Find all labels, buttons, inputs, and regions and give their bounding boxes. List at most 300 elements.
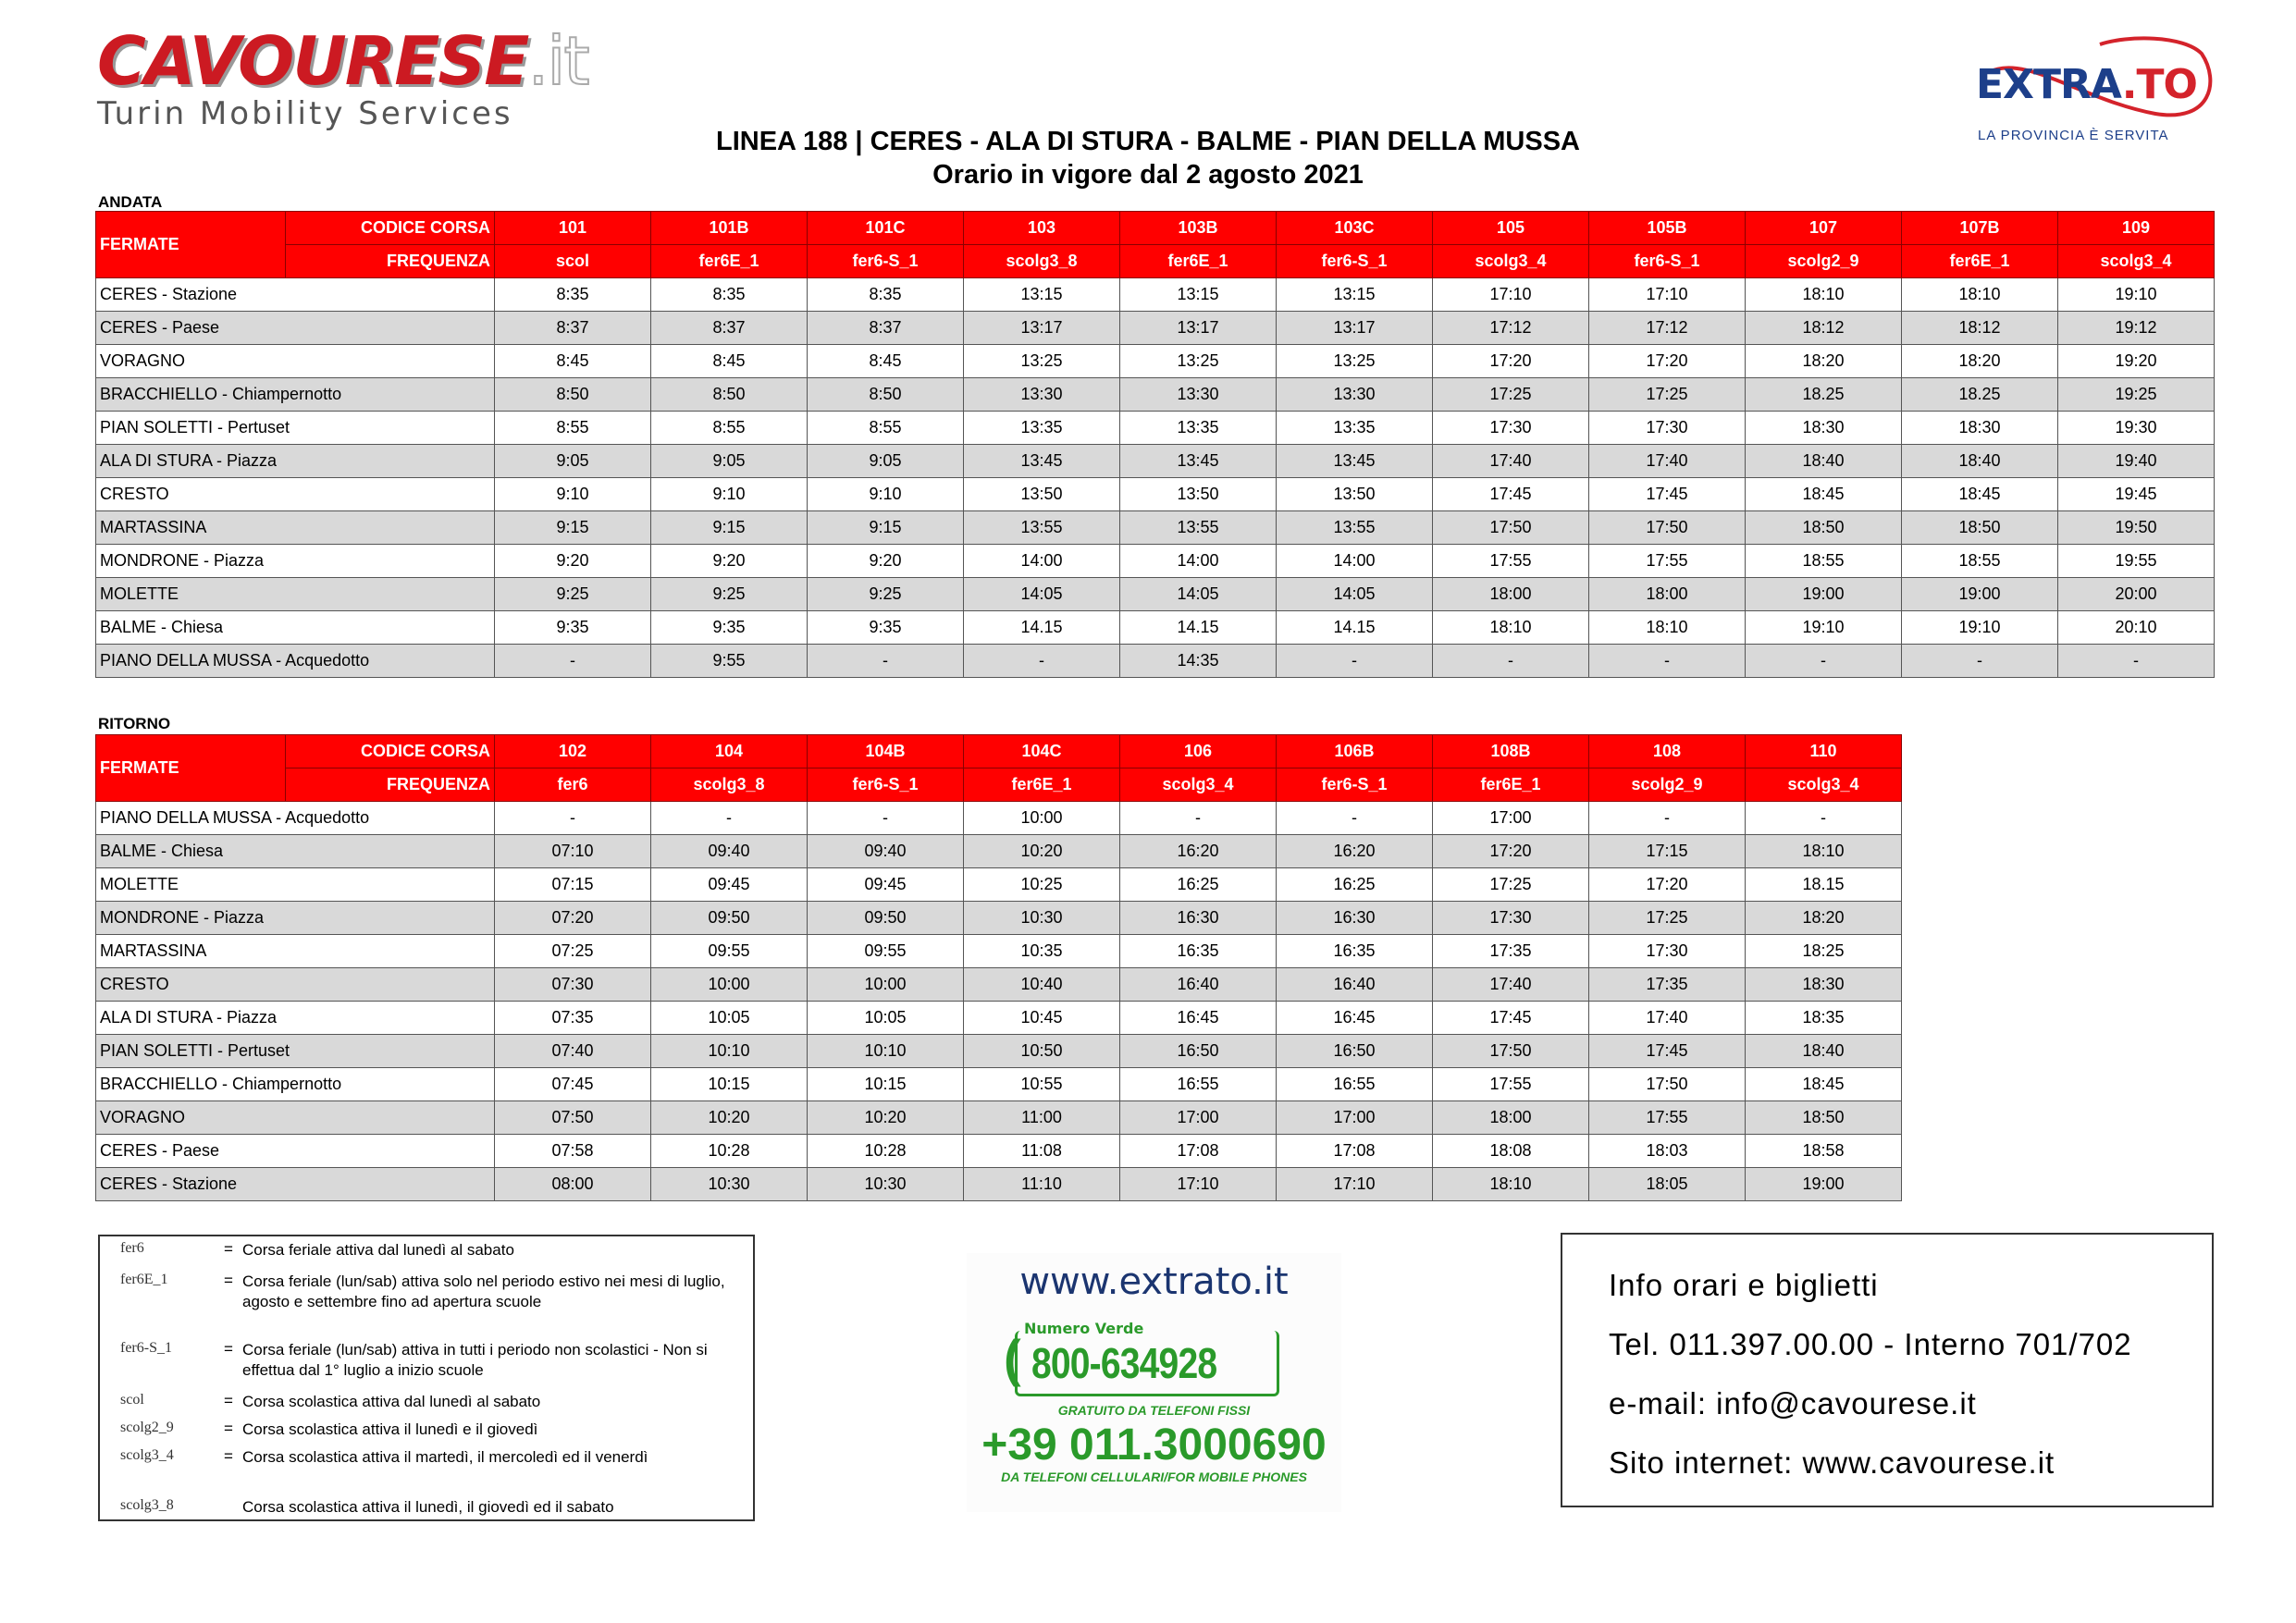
departure-time: 8:35 [651, 278, 808, 312]
legend-description: Corsa feriale (lun/sab) attiva in tutti i periodo non scolastici - Non si effettua dal 1° luglio a inizio scuole [242, 1341, 708, 1379]
trip-code: 107B [1902, 212, 2058, 245]
departure-time: 18:30 [1902, 412, 2058, 445]
legend-equals: = [224, 1420, 233, 1437]
departure-time: 17:25 [1433, 868, 1589, 902]
departure-time: - [2058, 645, 2215, 678]
andata-label: ANDATA [98, 193, 163, 211]
trip-code: 105 [1433, 212, 1589, 245]
page-title: LINEA 188 | CERES - ALA DI STURA - BALME - PIAN DELLA MUSSA [715, 127, 1580, 156]
codes-row [96, 212, 2215, 245]
legend-code: scolg3_4 [120, 1447, 174, 1463]
departure-time: 09:40 [808, 835, 964, 868]
departure-time: 18:50 [1902, 511, 2058, 545]
departure-time: 07:58 [495, 1135, 651, 1168]
trip-frequency: scolg3_8 [964, 245, 1120, 278]
trip-code: 101C [808, 212, 964, 245]
departure-time: 19:45 [2058, 478, 2215, 511]
table-row [96, 1002, 1902, 1035]
table-row [96, 578, 2215, 611]
departure-time: 17:45 [1589, 478, 1746, 511]
departure-time: 10:28 [651, 1135, 808, 1168]
departure-time: 18:12 [1746, 312, 1902, 345]
departure-time: 16:25 [1277, 868, 1433, 902]
departure-time: 08:00 [495, 1168, 651, 1201]
departure-time: 16:30 [1120, 902, 1277, 935]
departure-time: 10:25 [964, 868, 1120, 902]
departure-time: 18:00 [1433, 1101, 1589, 1135]
departure-time: 8:35 [495, 278, 651, 312]
stop-name: CRESTO [96, 478, 495, 511]
departure-time: 9:25 [808, 578, 964, 611]
stop-name: CERES - Stazione [96, 278, 495, 312]
departure-time: 16:45 [1277, 1002, 1433, 1035]
stop-name: BRACCHIELLO - Chiampernotto [96, 378, 495, 412]
departure-time: 16:20 [1277, 835, 1433, 868]
departure-time: 19:10 [1746, 611, 1902, 645]
trip-frequency: scolg2_9 [1746, 245, 1902, 278]
departure-time: 18:55 [1746, 545, 1902, 578]
departure-time: 18:55 [1902, 545, 2058, 578]
departure-time: 18:50 [1746, 511, 1902, 545]
departure-time: 9:25 [495, 578, 651, 611]
departure-time: 8:45 [808, 345, 964, 378]
departure-time: 14:00 [1120, 545, 1277, 578]
trip-frequency: scolg3_4 [1746, 768, 1902, 802]
departure-time: 10:50 [964, 1035, 1120, 1068]
table-row [96, 902, 1902, 935]
table-row [96, 1101, 1902, 1135]
departure-time: 14:00 [964, 545, 1120, 578]
table-row [96, 968, 1902, 1002]
departure-time: 19:00 [1746, 578, 1902, 611]
departure-time: 13:15 [964, 278, 1120, 312]
legend-equals: = [224, 1447, 233, 1465]
trip-frequency: scolg3_4 [1433, 245, 1589, 278]
legend-equals: = [224, 1392, 233, 1409]
departure-time: 13:17 [964, 312, 1120, 345]
info-phone: Tel. 011.397.00.00 - Interno 701/702 [1609, 1327, 2132, 1361]
departure-time: 13:45 [964, 445, 1120, 478]
departure-time: 18.25 [1746, 378, 1902, 412]
departure-time: 18:58 [1746, 1135, 1902, 1168]
departure-time: 10:00 [808, 968, 964, 1002]
departure-time: 9:35 [651, 611, 808, 645]
ritorno-label: RITORNO [98, 715, 171, 732]
trip-code: 101B [651, 212, 808, 245]
departure-time: - [808, 802, 964, 835]
departure-time: 17:08 [1277, 1135, 1433, 1168]
stop-name: PIAN SOLETTI - Pertuset [96, 1035, 495, 1068]
departure-time: 07:20 [495, 902, 651, 935]
stop-name: VORAGNO [96, 1101, 495, 1135]
trip-frequency: fer6 [495, 768, 651, 802]
departure-time: 19:55 [2058, 545, 2215, 578]
departure-time: 14.15 [1120, 611, 1277, 645]
departure-time: 17:40 [1433, 968, 1589, 1002]
legend-equals: = [224, 1240, 233, 1258]
frequency-row [96, 245, 2215, 278]
fermate-header: FERMATE [96, 735, 286, 802]
departure-time: 14:05 [1277, 578, 1433, 611]
legend-code: scolg3_8 [120, 1497, 174, 1513]
departure-time: 10:20 [808, 1101, 964, 1135]
departure-time: 16:55 [1277, 1068, 1433, 1101]
departure-time: 10:05 [651, 1002, 808, 1035]
departure-time: 18:00 [1589, 578, 1746, 611]
trip-frequency: fer6E_1 [1902, 245, 2058, 278]
stop-name: PIANO DELLA MUSSA - Acquedotto [96, 802, 495, 835]
departure-time: 09:45 [808, 868, 964, 902]
departure-time: 17:40 [1589, 445, 1746, 478]
departure-time: 16:40 [1277, 968, 1433, 1002]
departure-time: 13:50 [964, 478, 1120, 511]
departure-time: 10:40 [964, 968, 1120, 1002]
trip-code: 102 [495, 735, 651, 768]
legend-equals: = [224, 1272, 233, 1289]
logo-suffix: .it [527, 22, 588, 100]
logo-tagline: LA PROVINCIA È SERVITA [1978, 128, 2169, 143]
departure-time: 17:20 [1433, 835, 1589, 868]
departure-time: 18.15 [1746, 868, 1902, 902]
stop-name: MONDRONE - Piazza [96, 545, 495, 578]
mobile-number: +39 011.3000690 [981, 1420, 1327, 1469]
departure-time: 13:45 [1277, 445, 1433, 478]
departure-time: 14.15 [964, 611, 1120, 645]
legend-box [98, 1235, 755, 1521]
stop-name: MARTASSINA [96, 935, 495, 968]
departure-time: 19:10 [2058, 278, 2215, 312]
legend-description: Corsa scolastica attiva il lunedì, il giovedì ed il sabato [242, 1498, 614, 1516]
departure-time: 18:20 [1746, 345, 1902, 378]
departure-time: 17:50 [1433, 511, 1589, 545]
departure-time: 9:15 [651, 511, 808, 545]
departure-time: 11:00 [964, 1101, 1120, 1135]
departure-time: 09:45 [651, 868, 808, 902]
legend-description: Corsa scolastica attiva il lunedì e il giovedì [242, 1420, 538, 1438]
departure-time: 18:10 [1746, 278, 1902, 312]
departure-time: 07:40 [495, 1035, 651, 1068]
departure-time: 9:10 [651, 478, 808, 511]
legend-description: Corsa scolastica attiva il martedì, il mercoledì ed il venerdì [242, 1448, 648, 1466]
website-text: www.extrato.it [1019, 1260, 1289, 1303]
departure-time: 18:20 [1746, 902, 1902, 935]
legend-code: fer6-S_1 [120, 1340, 172, 1356]
departure-time: 17:12 [1433, 312, 1589, 345]
extrato-contact-banner [967, 1253, 1341, 1512]
departure-time: 9:05 [651, 445, 808, 478]
departure-time: 13:30 [964, 378, 1120, 412]
departure-time: 10:35 [964, 935, 1120, 968]
departure-time: - [495, 645, 651, 678]
departure-time: 8:50 [495, 378, 651, 412]
trip-frequency: fer6E_1 [1433, 768, 1589, 802]
departure-time: 8:55 [651, 412, 808, 445]
departure-time: 18.25 [1902, 378, 2058, 412]
departure-time: 13:25 [1277, 345, 1433, 378]
table-row [96, 645, 2215, 678]
table-row [96, 345, 2215, 378]
departure-time: 17:50 [1433, 1035, 1589, 1068]
departure-time: 9:35 [495, 611, 651, 645]
table-row [96, 611, 2215, 645]
legend-description: Corsa feriale (lun/sab) attiva solo nel periodo estivo nei mesi di luglio, agosto e settembre fino ad apertura scuole [242, 1273, 725, 1310]
departure-time: 10:20 [651, 1101, 808, 1135]
departure-time: 18:03 [1589, 1135, 1746, 1168]
trip-code: 103C [1277, 212, 1433, 245]
trip-code: 109 [2058, 212, 2215, 245]
trip-code: 104B [808, 735, 964, 768]
trip-frequency: scolg2_9 [1589, 768, 1746, 802]
departure-time: 17:08 [1120, 1135, 1277, 1168]
frequenza-header: FREQUENZA [286, 245, 495, 278]
departure-time: 07:35 [495, 1002, 651, 1035]
departure-time: 18:40 [1902, 445, 2058, 478]
frequency-row [96, 768, 1902, 802]
departure-time: 18:30 [1746, 968, 1902, 1002]
logo-wordmark: CAVOURESE [97, 22, 528, 100]
departure-time: 9:20 [808, 545, 964, 578]
departure-time: 17:45 [1433, 478, 1589, 511]
stop-name: BALME - Chiesa [96, 835, 495, 868]
info-email: e-mail: info@cavourese.it [1609, 1386, 1977, 1420]
departure-time: 9:20 [651, 545, 808, 578]
departure-time: 17:55 [1589, 1101, 1746, 1135]
stop-name: PIAN SOLETTI - Pertuset [96, 412, 495, 445]
trip-frequency: scol [495, 245, 651, 278]
departure-time: 17:50 [1589, 511, 1746, 545]
trip-code: 106 [1120, 735, 1277, 768]
departure-time: 17:25 [1589, 902, 1746, 935]
departure-time: 10:20 [964, 835, 1120, 868]
departure-time: 19:12 [2058, 312, 2215, 345]
departure-time: 13:55 [964, 511, 1120, 545]
table-row [96, 545, 2215, 578]
departure-time: 09:40 [651, 835, 808, 868]
departure-time: 18:10 [1902, 278, 2058, 312]
stop-name: MARTASSINA [96, 511, 495, 545]
trip-frequency: fer6-S_1 [808, 768, 964, 802]
departure-time: 17:40 [1433, 445, 1589, 478]
stop-name: MOLETTE [96, 578, 495, 611]
departure-time: 17:55 [1589, 545, 1746, 578]
stop-name: MOLETTE [96, 868, 495, 902]
departure-time: 19:40 [2058, 445, 2215, 478]
ritorno-timetable [95, 734, 1902, 1201]
departure-time: 8:45 [495, 345, 651, 378]
departure-time: 9:05 [495, 445, 651, 478]
departure-time: 17:25 [1433, 378, 1589, 412]
trip-code: 104 [651, 735, 808, 768]
frequenza-header: FREQUENZA [286, 768, 495, 802]
legend-code: fer6 [120, 1240, 144, 1256]
legend-description: Corsa feriale attiva dal lunedì al sabato [242, 1241, 514, 1259]
departure-time: 17:30 [1433, 412, 1589, 445]
departure-time: 18:40 [1746, 445, 1902, 478]
departure-time: - [1902, 645, 2058, 678]
departure-time: 16:50 [1277, 1035, 1433, 1068]
departure-time: 11:10 [964, 1168, 1120, 1201]
departure-time: - [1433, 645, 1589, 678]
departure-time: 18:40 [1746, 1035, 1902, 1068]
departure-time: 16:20 [1120, 835, 1277, 868]
departure-time: 9:55 [651, 645, 808, 678]
departure-time: 17:25 [1589, 378, 1746, 412]
departure-time: 07:30 [495, 968, 651, 1002]
departure-time: 19:00 [1746, 1168, 1902, 1201]
departure-time: - [1277, 645, 1433, 678]
departure-time: 07:10 [495, 835, 651, 868]
departure-time: 16:40 [1120, 968, 1277, 1002]
departure-time: 14:05 [964, 578, 1120, 611]
trip-code: 104C [964, 735, 1120, 768]
trip-frequency: scolg3_8 [651, 768, 808, 802]
legend-code: scol [120, 1392, 144, 1408]
departure-time: - [1589, 802, 1746, 835]
departure-time: 17:12 [1589, 312, 1746, 345]
stop-name: ALA DI STURA - Piazza [96, 1002, 495, 1035]
stop-name: CRESTO [96, 968, 495, 1002]
departure-time: 13:15 [1120, 278, 1277, 312]
departure-time: 18:50 [1746, 1101, 1902, 1135]
departure-time: 13:30 [1277, 378, 1433, 412]
departure-time: 18:10 [1433, 611, 1589, 645]
departure-time: 13:35 [1120, 412, 1277, 445]
stop-name: ALA DI STURA - Piazza [96, 445, 495, 478]
trip-code: 106B [1277, 735, 1433, 768]
logo-suffix: .TO [2121, 61, 2197, 108]
departure-time: 09:55 [808, 935, 964, 968]
departure-time: 16:50 [1120, 1035, 1277, 1068]
info-heading: Info orari e biglietti [1609, 1268, 1879, 1302]
table-row [96, 868, 1902, 902]
departure-time: 18:25 [1746, 935, 1902, 968]
departure-time: 17:15 [1589, 835, 1746, 868]
departure-time: 10:30 [651, 1168, 808, 1201]
departure-time: - [1589, 645, 1746, 678]
mobile-note: DA TELEFONI CELLULARI/FOR MOBILE PHONES [1001, 1469, 1307, 1484]
trip-code: 101 [495, 212, 651, 245]
departure-time: 18:45 [1746, 478, 1902, 511]
departure-time: 18:12 [1902, 312, 2058, 345]
trip-code: 103B [1120, 212, 1277, 245]
departure-time: 09:50 [808, 902, 964, 935]
logo-tagline: Turin Mobility Services [97, 95, 513, 132]
departure-time: 17:00 [1120, 1101, 1277, 1135]
departure-time: 18:20 [1902, 345, 2058, 378]
info-box [1561, 1233, 2214, 1507]
departure-time: 16:30 [1277, 902, 1433, 935]
legend-description: Corsa scolastica attiva dal lunedì al sabato [242, 1393, 541, 1410]
trip-frequency: fer6E_1 [964, 768, 1120, 802]
table-row [96, 511, 2215, 545]
departure-time: 8:50 [808, 378, 964, 412]
departure-time: - [1120, 802, 1277, 835]
departure-time: 10:55 [964, 1068, 1120, 1101]
departure-time: 10:10 [651, 1035, 808, 1068]
departure-time: 17:10 [1277, 1168, 1433, 1201]
numero-verde-label: Numero Verde [1024, 1320, 1144, 1337]
departure-time: - [1746, 645, 1902, 678]
departure-time: 13:25 [964, 345, 1120, 378]
departure-time: 10:10 [808, 1035, 964, 1068]
table-row [96, 312, 2215, 345]
departure-time: 14.15 [1277, 611, 1433, 645]
departure-time: 8:55 [495, 412, 651, 445]
trip-code: 110 [1746, 735, 1902, 768]
departure-time: 9:10 [495, 478, 651, 511]
legend-code: fer6E_1 [120, 1272, 168, 1287]
departure-time: 13:35 [1277, 412, 1433, 445]
codes-row [96, 735, 1902, 768]
departure-time: 19:10 [1902, 611, 2058, 645]
departure-time: 9:35 [808, 611, 964, 645]
departure-time: 10:00 [964, 802, 1120, 835]
departure-time: 11:08 [964, 1135, 1120, 1168]
departure-time: 17:40 [1589, 1002, 1746, 1035]
table-row [96, 378, 2215, 412]
departure-time: - [964, 645, 1120, 678]
departure-time: 9:25 [651, 578, 808, 611]
andata-timetable [95, 211, 2215, 678]
trip-frequency: fer6-S_1 [1589, 245, 1746, 278]
departure-time: 17:20 [1589, 345, 1746, 378]
departure-time: 13:55 [1277, 511, 1433, 545]
trip-code: 103 [964, 212, 1120, 245]
departure-time: 13:35 [964, 412, 1120, 445]
departure-time: 8:50 [651, 378, 808, 412]
departure-time: 19:30 [2058, 412, 2215, 445]
legend-code: scolg2_9 [120, 1420, 174, 1435]
departure-time: 17:30 [1589, 412, 1746, 445]
trip-frequency: scolg3_4 [2058, 245, 2215, 278]
departure-time: 18:45 [1746, 1068, 1902, 1101]
departure-time: 17:20 [1433, 345, 1589, 378]
departure-time: 10:15 [808, 1068, 964, 1101]
departure-time: 16:55 [1120, 1068, 1277, 1101]
departure-time: 17:45 [1433, 1002, 1589, 1035]
departure-time: 10:30 [808, 1168, 964, 1201]
departure-time: 8:37 [651, 312, 808, 345]
legend-equals: = [224, 1340, 233, 1358]
departure-time: 07:45 [495, 1068, 651, 1101]
departure-time: 9:15 [808, 511, 964, 545]
departure-time: 19:25 [2058, 378, 2215, 412]
departure-time: 17:00 [1433, 802, 1589, 835]
cavourese-logo [97, 22, 634, 132]
departure-time: 16:25 [1120, 868, 1277, 902]
departure-time: 13:17 [1120, 312, 1277, 345]
table-row [96, 835, 1902, 868]
departure-time: 17:35 [1589, 968, 1746, 1002]
codice-corsa-header: CODICE CORSA [286, 212, 495, 245]
departure-time: 10:05 [808, 1002, 964, 1035]
departure-time: 13:50 [1120, 478, 1277, 511]
departure-time: 13:55 [1120, 511, 1277, 545]
departure-time: 13:30 [1120, 378, 1277, 412]
trip-code: 105B [1589, 212, 1746, 245]
departure-time: 09:55 [651, 935, 808, 968]
departure-time: - [808, 645, 964, 678]
free-note: GRATUITO DA TELEFONI FISSI [1057, 1403, 1251, 1418]
departure-time: 16:35 [1277, 935, 1433, 968]
departure-time: 13:17 [1277, 312, 1433, 345]
departure-time: 17:10 [1120, 1168, 1277, 1201]
departure-time: 07:50 [495, 1101, 651, 1135]
stop-name: VORAGNO [96, 345, 495, 378]
departure-time: 10:00 [651, 968, 808, 1002]
departure-time: 19:20 [2058, 345, 2215, 378]
stop-name: BRACCHIELLO - Chiampernotto [96, 1068, 495, 1101]
